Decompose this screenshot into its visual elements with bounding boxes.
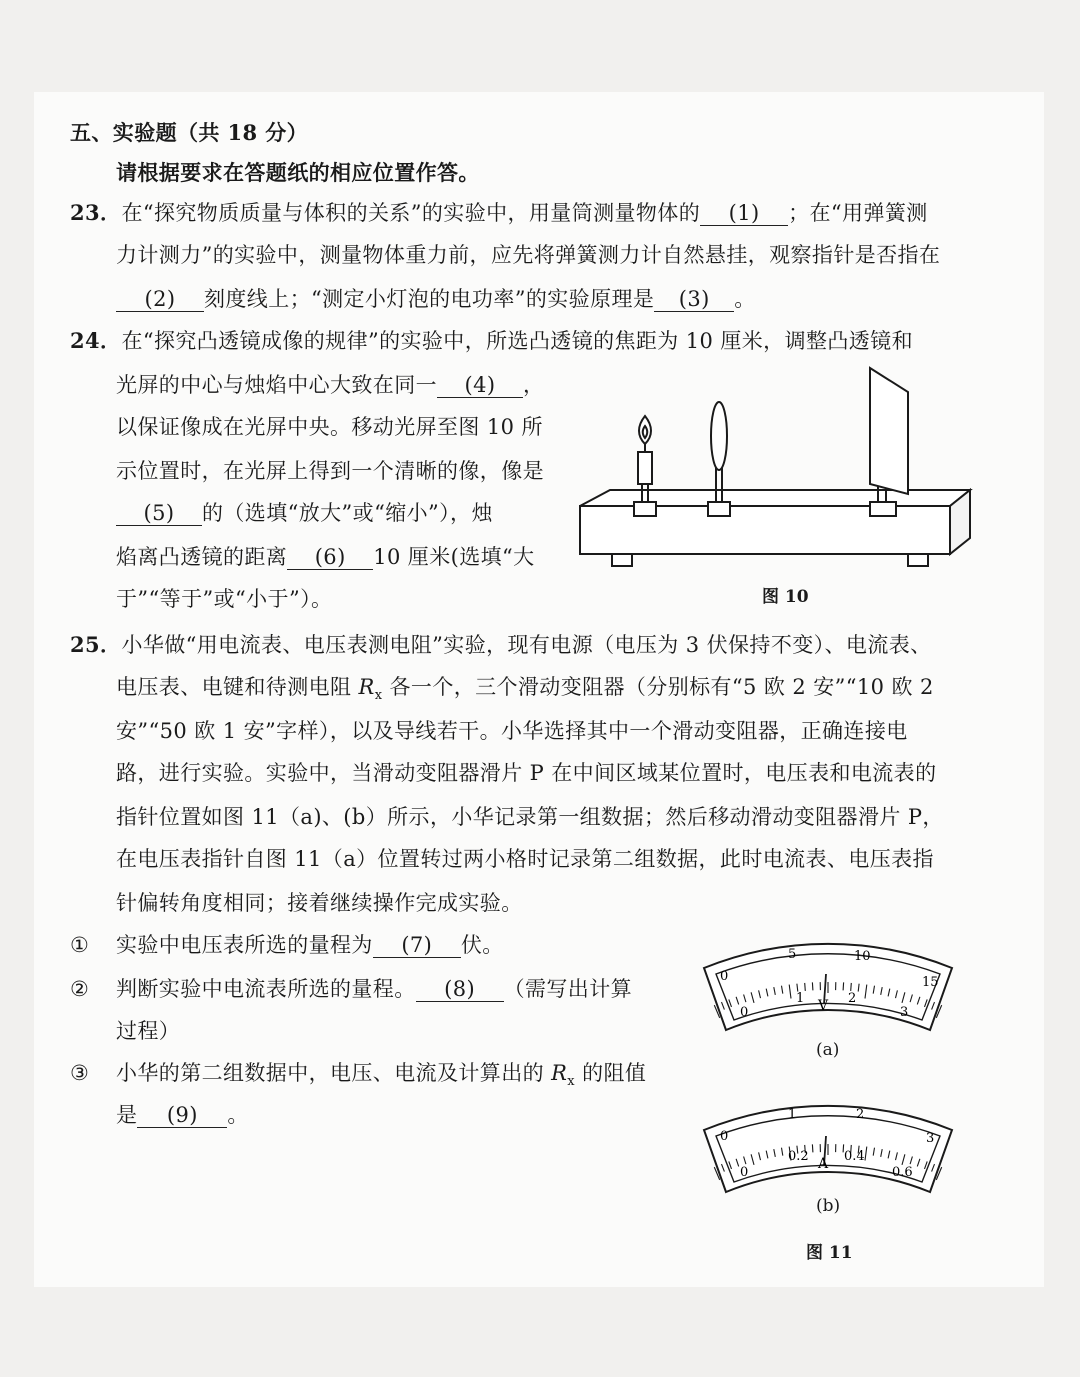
- q25-text: （需写出计算: [503, 977, 633, 1001]
- q25-text: 的阻值: [575, 1061, 647, 1085]
- voltmeter-dial: [700, 934, 956, 1038]
- q25-item-2-cont: 过程）: [116, 1019, 181, 1043]
- inner-scale-label: 0: [740, 1165, 749, 1180]
- blank-9: (9): [137, 1103, 227, 1128]
- figure-10-caption: 图 10: [762, 587, 809, 607]
- q24-line-7: 于”“等于”或“小于”）。: [116, 587, 333, 611]
- q25-item-3-text: [116, 1058, 646, 1097]
- inner-scale-label: 3: [900, 1005, 909, 1020]
- q23-text: 。: [734, 287, 756, 311]
- dial-tick: [851, 983, 852, 991]
- light-screen: [870, 368, 908, 494]
- candle-holder: [634, 502, 656, 516]
- blank-3: (3): [654, 287, 734, 312]
- dial-tick: [805, 983, 806, 991]
- candle-flame: [639, 416, 651, 444]
- section-title: 五、实验题（共 18 分）: [70, 120, 309, 145]
- inner-scale-label: 0.4: [844, 1149, 865, 1164]
- q24-number: 24．: [70, 328, 122, 353]
- outer-scale-label: 10: [854, 949, 871, 964]
- q23-text: 刻度线上；“测定小灯泡的电功率”的实验原理是: [204, 287, 655, 311]
- q23-number: 23．: [70, 200, 122, 225]
- convex-lens: [711, 402, 727, 470]
- q25-item-2: [70, 974, 89, 1004]
- inner-scale-label: 2: [848, 991, 857, 1006]
- q24-text: 10 厘米(选填“大: [373, 545, 535, 569]
- optical-bench-figure: [578, 364, 978, 574]
- meter-b-label: (b): [816, 1196, 841, 1216]
- q23-line-2: 力计测力”的实验中，测量物体重力前，应先将弹簧测力计自然悬挂，观察指针是否指在: [116, 243, 941, 267]
- ammeter-dial: [700, 1096, 956, 1200]
- bench-leg: [612, 554, 632, 566]
- q24-line-5: [116, 498, 493, 528]
- rx-symbol: R: [551, 1061, 568, 1085]
- item-marker: ③: [70, 1061, 90, 1085]
- section-instruction: 请根据要求在答题纸的相应位置作答。: [116, 160, 480, 185]
- q25-line-7: 针偏转角度相同；接着继续操作完成实验。: [116, 891, 523, 915]
- outer-scale-label: 0: [720, 969, 729, 984]
- q25-line-3: 安”“50 欧 1 安”字样），以及导线若干。小华选择其中一个滑动变阻器，正确连接电: [116, 719, 908, 743]
- outer-scale-label: 0: [720, 1129, 729, 1144]
- figure-11-caption: 图 11: [806, 1243, 853, 1263]
- q24-line-6: [116, 542, 535, 572]
- item-marker: ②: [70, 977, 90, 1001]
- q25-line-1: [70, 630, 932, 660]
- q25-text: 。: [227, 1103, 249, 1127]
- meter-a-label: (a): [816, 1040, 840, 1060]
- q25-line-6: 在电压表指针自图 11（a）位置转过两小格时记录第二组数据，此时电流表、电压表指: [116, 847, 934, 871]
- q23-text: ；在“用弹簧测: [788, 201, 928, 225]
- dial-tick: [812, 1144, 813, 1152]
- q25-text: 伏。: [460, 933, 504, 957]
- candle: [638, 452, 652, 484]
- q23-line-1: [70, 198, 928, 228]
- q25-item-2-text: [116, 974, 632, 1004]
- q25-text: 小华的第二组数据中，电压、电流及计算出的: [116, 1061, 552, 1085]
- q24-text: 光屏的中心与烛焰中心大致在同一: [116, 373, 437, 397]
- q25-text: 判断实验中电流表所选的量程。: [116, 977, 416, 1001]
- meter-unit: V: [818, 998, 829, 1014]
- q25-line-5: 指针位置如图 11（a)、(b）所示，小华记录第一组数据；然后移动滑动变阻器滑片 P，: [116, 805, 944, 829]
- q24-text: 在“探究凸透镜成像的规律”的实验中，所选凸透镜的焦距为 10 厘米，调整凸透镜和: [121, 329, 913, 353]
- inner-scale-label: 0.6: [892, 1165, 913, 1180]
- q25-number: 25．: [70, 632, 122, 657]
- screen-holder: [870, 502, 896, 516]
- q25-item-3-cont: [116, 1100, 249, 1130]
- outer-scale-label: 1: [788, 1107, 797, 1122]
- inner-scale-label: 0.2: [788, 1149, 809, 1164]
- q25-item-3: [70, 1058, 89, 1088]
- q25-text: 实验中电压表所选的量程为: [116, 933, 373, 957]
- q24-line-1: [70, 326, 913, 356]
- meter-unit: A: [818, 1156, 829, 1172]
- q23-line-3: [116, 284, 756, 314]
- dial-tick: [843, 982, 844, 990]
- blank-7: (7): [373, 933, 461, 958]
- q24-line-3: 以保证像成在光屏中央。移动光屏至图 10 所: [116, 415, 543, 439]
- q25-item-1-text: [116, 930, 504, 960]
- q23-text: 在“探究物质质量与体积的关系”的实验中，用量筒测量物体的: [121, 201, 701, 225]
- inner-scale-label: 0: [740, 1005, 749, 1020]
- q24-text: 的（选填“放大”或“缩小”），烛: [202, 501, 493, 525]
- lens-holder: [708, 502, 730, 516]
- q25-text: 电压表、电键和待测电阻: [116, 675, 359, 699]
- q25-text: 是: [116, 1103, 138, 1127]
- blank-4: (4): [437, 373, 523, 398]
- outer-scale-label: 2: [856, 1107, 865, 1122]
- inner-scale-label: 1: [796, 991, 805, 1006]
- q24-line-4: 示位置时，在光屏上得到一个清晰的像，像是: [116, 459, 544, 483]
- rx-subscript: x: [567, 1074, 576, 1090]
- outer-scale-label: 3: [926, 1131, 935, 1146]
- q24-line-2: [116, 370, 544, 400]
- blank-5: (5): [116, 501, 202, 526]
- bench-leg: [908, 554, 928, 566]
- blank-2: (2): [116, 287, 204, 312]
- blank-8: (8): [416, 977, 504, 1002]
- blank-6: (6): [287, 545, 373, 570]
- q25-text: 小华做“用电流表、电压表测电阻”实验，现有电源（电压为 3 伏保持不变）、电流表、: [121, 633, 932, 657]
- blank-1: (1): [700, 201, 788, 226]
- q25-line-4: 路，进行实验。实验中，当滑动变阻器滑片 P 在中间区域某位置时，电压表和电流表的: [116, 761, 937, 785]
- rx-subscript: x: [374, 688, 383, 704]
- rx-symbol: R: [358, 675, 375, 699]
- q25-text: 各一个，三个滑动变阻器（分别标有“5 欧 2 安”“10 欧 2: [382, 675, 934, 699]
- item-marker: ①: [70, 933, 90, 957]
- q24-text: ，: [523, 373, 545, 397]
- q25-line-2: [116, 672, 934, 711]
- outer-scale-label: 5: [788, 947, 797, 962]
- outer-scale-label: 15: [922, 975, 939, 990]
- q25-item-1: [70, 930, 89, 960]
- dial-tick: [812, 982, 813, 990]
- q24-text: 焰离凸透镜的距离: [116, 545, 288, 569]
